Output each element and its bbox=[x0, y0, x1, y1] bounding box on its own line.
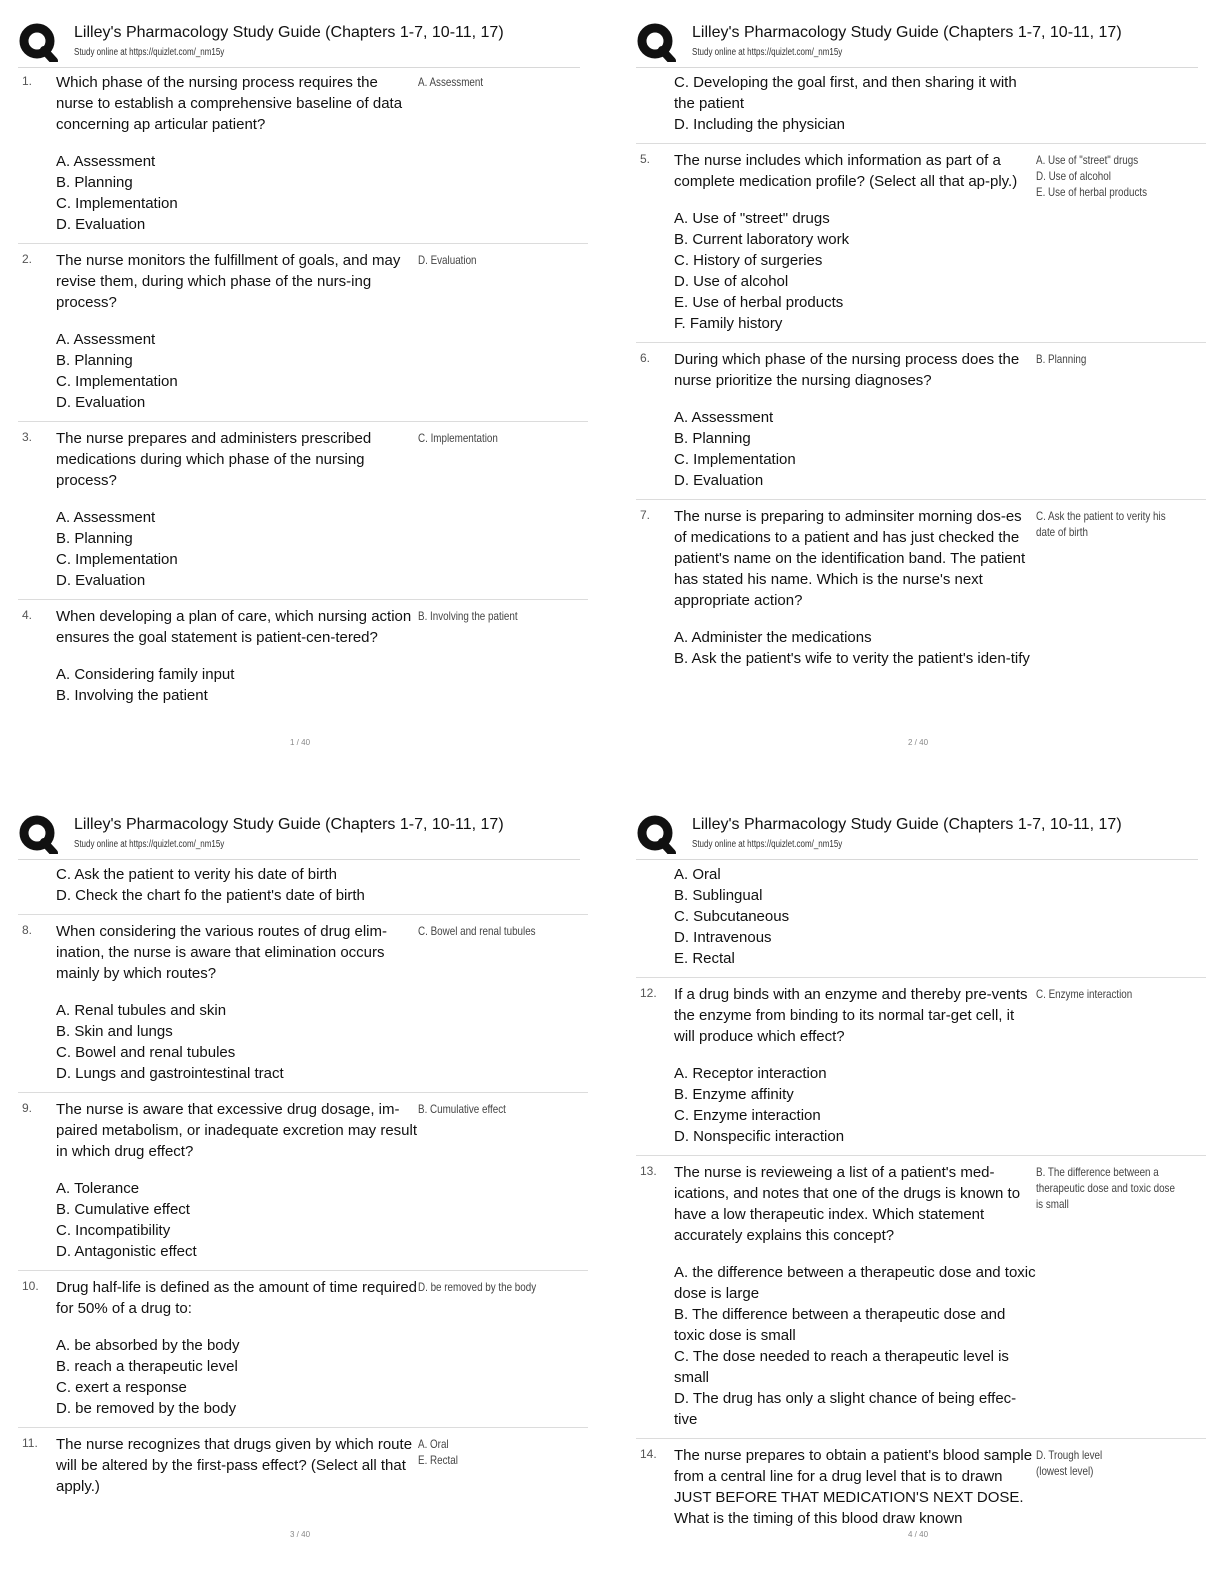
quizlet-logo-icon bbox=[18, 22, 58, 62]
question-text: The nurse is aware that excessive drug dosage, im-paired metabolism, or inadequate excretion may result in which drug effect? bbox=[56, 1101, 418, 1160]
answer-text bbox=[418, 252, 557, 268]
question-number: 2. bbox=[22, 252, 33, 266]
option: B. Skin and lungs bbox=[56, 1023, 173, 1040]
answer-line: D. be removed by the body bbox=[418, 1280, 537, 1294]
continued-options bbox=[636, 66, 1206, 144]
option: B. Involving the patient bbox=[56, 687, 208, 704]
option: D. Use of alcohol bbox=[674, 273, 789, 290]
question-item bbox=[636, 978, 1206, 1156]
option-list bbox=[674, 407, 1036, 491]
option-list bbox=[56, 1000, 418, 1084]
question-item bbox=[18, 915, 588, 1093]
option: A. Assessment bbox=[56, 331, 156, 348]
answer-line: C. Implementation bbox=[418, 431, 498, 445]
question-item bbox=[18, 244, 588, 422]
option: C. Implementation bbox=[56, 551, 178, 568]
question-list bbox=[18, 858, 588, 1505]
page-subtitle: Study online at https://quizlet.com/_nm15y bbox=[74, 839, 225, 850]
answer-line: E. Use of herbal products bbox=[1036, 185, 1148, 199]
page-header bbox=[18, 812, 580, 860]
answer-text bbox=[1036, 152, 1175, 200]
option: C. Implementation bbox=[56, 373, 178, 390]
answer-line: A. Use of "street" drugs bbox=[1036, 153, 1139, 167]
option: B. Enzyme affinity bbox=[674, 1086, 794, 1103]
question-number: 10. bbox=[22, 1279, 39, 1293]
study-page-3 bbox=[10, 806, 610, 1584]
option-list bbox=[56, 151, 418, 235]
question-text: The nurse monitors the fulfillment of goals, and may revise them, during which phase of the nurs-ing process? bbox=[56, 252, 401, 311]
answer-line: E. Rectal bbox=[418, 1453, 458, 1467]
option: C. Subcutaneous bbox=[674, 908, 790, 925]
option: D. Intravenous bbox=[674, 929, 772, 946]
option: B. Current laboratory work bbox=[674, 231, 850, 248]
option: C. History of surgeries bbox=[674, 252, 823, 269]
question-item bbox=[636, 144, 1206, 343]
answer-line: C. Ask the patient to verity his bbox=[1036, 509, 1166, 523]
study-page-4 bbox=[628, 806, 1224, 1584]
option: B. Planning bbox=[56, 352, 133, 369]
option-list bbox=[56, 329, 418, 413]
option: B. Planning bbox=[56, 174, 133, 191]
option: A. Assessment bbox=[56, 153, 156, 170]
page-subtitle: Study online at https://quizlet.com/_nm15y bbox=[74, 47, 225, 58]
answer-line: B. Cumulative effect bbox=[418, 1102, 506, 1116]
question-text: During which phase of the nursing process does the nurse prioritize the nursing diagnoses? bbox=[674, 351, 1020, 389]
option: C. Implementation bbox=[56, 195, 178, 212]
page-subtitle: Study online at https://quizlet.com/_nm15y bbox=[692, 47, 843, 58]
option: C. Incompatibility bbox=[56, 1222, 171, 1239]
answer-text bbox=[1036, 986, 1175, 1002]
question-list bbox=[636, 66, 1206, 677]
answer-line: date of birth bbox=[1036, 525, 1088, 539]
option: A. Assessment bbox=[56, 509, 156, 526]
option: A. Receptor interaction bbox=[674, 1065, 827, 1082]
option: C. Implementation bbox=[674, 451, 796, 468]
answer-text bbox=[1036, 351, 1175, 367]
option: C. The dose needed to reach a therapeutic level is small bbox=[674, 1348, 1009, 1386]
question-item bbox=[18, 1271, 588, 1428]
page-title: Lilley's Pharmacology Study Guide (Chapters 1-7, 10-11, 17) bbox=[692, 24, 1122, 41]
option: D. Check the chart fo the patient's date of birth bbox=[56, 887, 365, 904]
question-number: 12. bbox=[640, 986, 657, 1000]
option: C. Enzyme interaction bbox=[674, 1107, 821, 1124]
page-number: 4 / 40 bbox=[908, 1530, 929, 1539]
option: D. Including the physician bbox=[674, 116, 845, 133]
answer-line: C. Bowel and renal tubules bbox=[418, 924, 536, 938]
page-title: Lilley's Pharmacology Study Guide (Chapters 1-7, 10-11, 17) bbox=[74, 816, 504, 833]
option: A. the difference between a therapeutic dose and toxic dose is large bbox=[674, 1264, 1036, 1302]
option: E. Rectal bbox=[674, 950, 735, 967]
question-number: 13. bbox=[640, 1164, 657, 1178]
question-text: If a drug binds with an enzyme and thereby pre-vents the enzyme from binding to its normal tar-get cell, it will produce which effect? bbox=[674, 986, 1028, 1045]
option: B. Ask the patient's wife to verity the patient's iden-tify bbox=[674, 650, 1030, 667]
answer-line: C. Enzyme interaction bbox=[1036, 987, 1133, 1001]
option: A. Considering family input bbox=[56, 666, 235, 683]
question-number: 9. bbox=[22, 1101, 33, 1115]
option: D. Evaluation bbox=[56, 394, 146, 411]
question-item bbox=[18, 1093, 588, 1271]
option-list bbox=[674, 1063, 1036, 1147]
question-text: When developing a plan of care, which nursing action ensures the goal statement is patient-cen-tered? bbox=[56, 608, 412, 646]
answer-text bbox=[418, 1279, 557, 1295]
page-number: 1 / 40 bbox=[290, 738, 311, 747]
question-item bbox=[18, 1428, 588, 1505]
answer-line: therapeutic dose and toxic dose bbox=[1036, 1181, 1175, 1195]
option: A. Use of "street" drugs bbox=[674, 210, 830, 227]
question-item bbox=[636, 500, 1206, 677]
page-header bbox=[636, 20, 1198, 68]
question-text: When considering the various routes of drug elim-ination, the nurse is aware that elimination occurs mainly by which routes? bbox=[56, 923, 387, 982]
option-list bbox=[56, 864, 418, 906]
quizlet-logo-icon bbox=[636, 22, 676, 62]
quizlet-logo-icon bbox=[18, 814, 58, 854]
question-number: 14. bbox=[640, 1447, 657, 1461]
option: C. exert a response bbox=[56, 1379, 187, 1396]
question-item bbox=[636, 1439, 1206, 1537]
question-number: 1. bbox=[22, 74, 33, 88]
study-page-1 bbox=[10, 14, 610, 794]
page-number: 3 / 40 bbox=[290, 1530, 311, 1539]
answer-text bbox=[418, 923, 557, 939]
option-list bbox=[674, 72, 1036, 135]
question-number: 3. bbox=[22, 430, 33, 444]
option: D. Evaluation bbox=[56, 216, 146, 233]
answer-line: B. The difference between a bbox=[1036, 1165, 1159, 1179]
option-list bbox=[674, 627, 1036, 669]
quizlet-logo-icon bbox=[636, 814, 676, 854]
answer-text bbox=[1036, 1164, 1175, 1212]
answer-line: A. Oral bbox=[418, 1437, 449, 1451]
option: A. Administer the medications bbox=[674, 629, 872, 646]
question-list bbox=[18, 66, 588, 714]
option: B. The difference between a therapeutic dose and toxic dose is small bbox=[674, 1306, 1006, 1344]
continued-options bbox=[18, 858, 588, 915]
question-item bbox=[18, 600, 588, 714]
option: B. Cumulative effect bbox=[56, 1201, 190, 1218]
question-item bbox=[18, 422, 588, 600]
answer-text bbox=[418, 1436, 557, 1468]
option: B. Planning bbox=[56, 530, 133, 547]
option-list bbox=[674, 1262, 1036, 1430]
option-list bbox=[56, 1178, 418, 1262]
option-list bbox=[56, 664, 418, 706]
option-list bbox=[56, 507, 418, 591]
option: B. Sublingual bbox=[674, 887, 763, 904]
option: B. Planning bbox=[674, 430, 751, 447]
answer-text bbox=[418, 430, 557, 446]
page-header bbox=[18, 20, 580, 68]
option: D. Evaluation bbox=[56, 572, 146, 589]
answer-text bbox=[418, 1101, 557, 1117]
answer-text bbox=[1036, 1447, 1175, 1479]
option: A. be absorbed by the body bbox=[56, 1337, 240, 1354]
option: A. Assessment bbox=[674, 409, 774, 426]
question-number: 6. bbox=[640, 351, 651, 365]
answer-line: B. Involving the patient bbox=[418, 609, 518, 623]
option: D. be removed by the body bbox=[56, 1400, 237, 1417]
question-text: Drug half-life is defined as the amount of time required for 50% of a drug to: bbox=[56, 1279, 418, 1317]
study-page-2 bbox=[628, 14, 1224, 794]
page-title: Lilley's Pharmacology Study Guide (Chapters 1-7, 10-11, 17) bbox=[692, 816, 1122, 833]
question-list bbox=[636, 858, 1206, 1537]
question-item bbox=[18, 66, 588, 244]
answer-line: D. Evaluation bbox=[418, 253, 477, 267]
question-text: The nurse recognizes that drugs given by which route will be altered by the first-pass effect? (Select all that apply.) bbox=[56, 1436, 413, 1495]
question-number: 7. bbox=[640, 508, 651, 522]
option: C. Bowel and renal tubules bbox=[56, 1044, 236, 1061]
option: A. Oral bbox=[674, 866, 721, 883]
page-title: Lilley's Pharmacology Study Guide (Chapters 1-7, 10-11, 17) bbox=[74, 24, 504, 41]
answer-text bbox=[1036, 508, 1175, 540]
question-text: The nurse includes which information as part of a complete medication profile? (Select all that ap-ply.) bbox=[674, 152, 1018, 190]
question-number: 11. bbox=[22, 1436, 38, 1450]
answer-line: D. Use of alcohol bbox=[1036, 169, 1111, 183]
page-number: 2 / 40 bbox=[908, 738, 929, 747]
option: D. The drug has only a slight chance of being effec-tive bbox=[674, 1390, 1017, 1428]
question-item bbox=[636, 343, 1206, 500]
answer-line: B. Planning bbox=[1036, 352, 1087, 366]
option: A. Renal tubules and skin bbox=[56, 1002, 227, 1019]
option: E. Use of herbal products bbox=[674, 294, 844, 311]
question-item bbox=[636, 1156, 1206, 1439]
question-text: The nurse prepares to obtain a patient's blood sample from a central line for a drug level that is to drawn JUST BEFORE THAT MEDICATION'S NEXT DOSE. What is the timing of this blood draw known bbox=[674, 1447, 1033, 1527]
question-text: The nurse is revieweing a list of a patient's med-ications, and notes that one of the drugs is known to have a low therapeutic index. Which statement accurately explains this concept? bbox=[674, 1164, 1021, 1244]
answer-line: (lowest level) bbox=[1036, 1464, 1094, 1478]
answer-text bbox=[418, 74, 557, 90]
option: B. reach a therapeutic level bbox=[56, 1358, 238, 1375]
option: D. Evaluation bbox=[674, 472, 764, 489]
page-subtitle: Study online at https://quizlet.com/_nm15y bbox=[692, 839, 843, 850]
question-number: 4. bbox=[22, 608, 33, 622]
option: D. Nonspecific interaction bbox=[674, 1128, 845, 1145]
option-list bbox=[674, 208, 1036, 334]
answer-text bbox=[418, 608, 557, 624]
option: C. Developing the goal first, and then sharing it with the patient bbox=[674, 74, 1017, 112]
option-list bbox=[56, 1335, 418, 1419]
option: D. Lungs and gastrointestinal tract bbox=[56, 1065, 284, 1082]
question-number: 5. bbox=[640, 152, 651, 166]
option: F. Family history bbox=[674, 315, 783, 332]
answer-line: A. Assessment bbox=[418, 75, 484, 89]
option: C. Ask the patient to verity his date of birth bbox=[56, 866, 337, 883]
page-header bbox=[636, 812, 1198, 860]
option: D. Antagonistic effect bbox=[56, 1243, 197, 1260]
continued-options bbox=[636, 858, 1206, 978]
question-number: 8. bbox=[22, 923, 33, 937]
question-text: The nurse is preparing to adminsiter morning dos-es of medications to a patient and has just checked the patient's name on the identification band. The patient has stated his name. Which is the nurse's next appropriate action? bbox=[674, 508, 1026, 609]
answer-line: D. Trough level bbox=[1036, 1448, 1103, 1462]
answer-line: is small bbox=[1036, 1197, 1069, 1211]
option-list bbox=[674, 864, 1036, 969]
question-text: The nurse prepares and administers prescribed medications during which phase of the nursing process? bbox=[56, 430, 372, 489]
question-text: Which phase of the nursing process requires the nurse to establish a comprehensive baseline of data concerning ap articular patient? bbox=[56, 74, 403, 133]
option: A. Tolerance bbox=[56, 1180, 140, 1197]
